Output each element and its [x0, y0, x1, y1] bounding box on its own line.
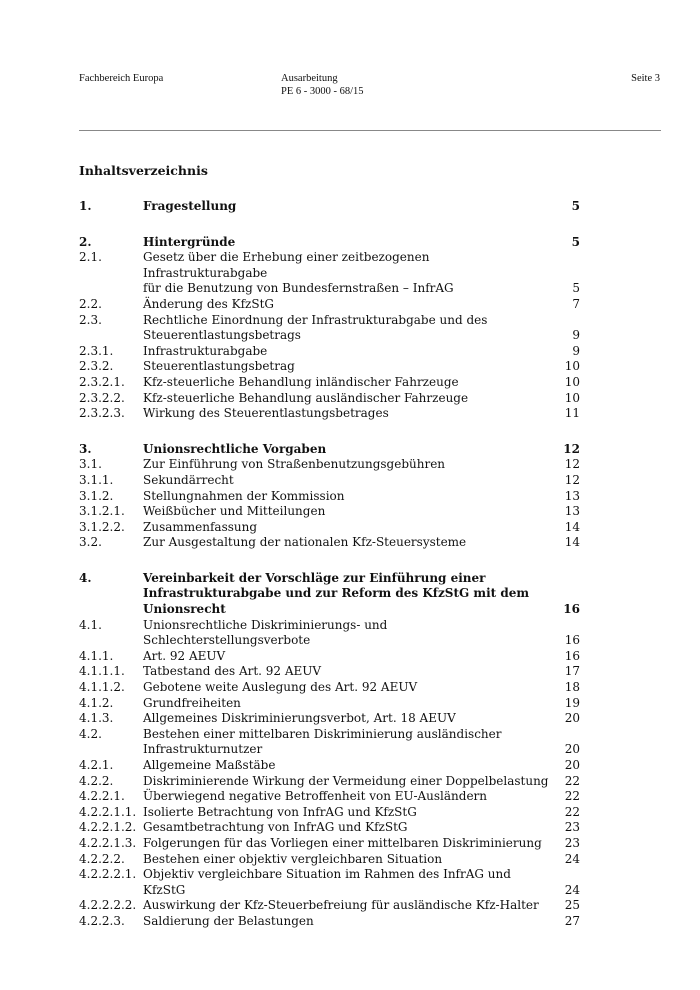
- toc-entry-number: 4.1.1.: [79, 648, 114, 663]
- toc-entry-title-line: Sekundärrecht: [143, 472, 234, 487]
- toc-entry[interactable]: [79, 504, 580, 520]
- toc-entry-title-line: Zur Ausgestaltung der nationalen Kfz-Steuersysteme: [143, 535, 467, 550]
- toc-entry-title: [143, 520, 550, 536]
- toc-entry-title-line: Unionsrechtliche Vorgaben: [143, 441, 327, 456]
- toc-entry[interactable]: [79, 774, 580, 790]
- header-doc-label: Ausarbeitung: [281, 73, 338, 84]
- table-of-contents: [79, 199, 580, 930]
- toc-entry-number: 4.2.2.1.2.: [79, 820, 137, 835]
- toc-entry-number: 4.2.2.2.1.: [79, 867, 137, 882]
- toc-entry-number: 4.: [79, 570, 92, 585]
- toc-entry-title-line: Kfz-steuerliche Behandlung inländischer Fahrzeuge: [143, 374, 459, 389]
- toc-entry[interactable]: [79, 914, 580, 930]
- toc-entry-page: 5: [571, 199, 580, 213]
- toc-entry[interactable]: [79, 406, 580, 422]
- toc-entry-title: [143, 235, 550, 251]
- toc-entry-title: [143, 199, 550, 215]
- toc-entry-number: 3.1.2.2.: [79, 519, 125, 534]
- toc-entry-number: 4.1.1.2.: [79, 680, 125, 695]
- toc-entry-page: 10: [564, 359, 580, 374]
- toc-entry-title-line: Steuerentlastungsbetrags: [143, 328, 301, 343]
- toc-entry-page: 13: [564, 504, 580, 519]
- toc-entry-page: 27: [564, 913, 580, 928]
- toc-entry[interactable]: [79, 297, 580, 313]
- toc-entry-title: [143, 359, 550, 375]
- toc-entry[interactable]: [79, 473, 580, 489]
- toc-entry-title: [143, 375, 550, 391]
- toc-entry-page: 22: [564, 804, 580, 819]
- toc-entry-title-line: Zur Einführung von Straßenbenutzungsgebühren: [143, 457, 446, 472]
- toc-entry-title: [143, 664, 550, 680]
- toc-entry-title-line: Kfz-steuerliche Behandlung ausländischer Fahrzeuge: [143, 390, 469, 405]
- toc-entry-title-line: Tatbestand des Art. 92 AEUV: [143, 664, 322, 679]
- toc-entry-title-line: Infrastrukturabgabe und zur Reform des KfzStG mit dem: [143, 586, 530, 601]
- toc-entry-number: 2.3.: [79, 312, 102, 327]
- toc-entry-title-line: Unionsrechtliche Diskriminierungs- und: [143, 617, 388, 632]
- toc-entry-number: 4.1.3.: [79, 711, 114, 726]
- toc-entry-title-line: Gesamtbetrachtung von InfrAG und KfzStG: [143, 820, 408, 835]
- toc-entry[interactable]: [79, 618, 580, 649]
- toc-entry-number: 4.2.2.2.2.: [79, 898, 137, 913]
- toc-entry[interactable]: [79, 571, 580, 618]
- toc-entry[interactable]: [79, 375, 580, 391]
- toc-entry-title: [143, 406, 550, 422]
- toc-entry-title-line: Gebotene weite Auslegung des Art. 92 AEUV: [143, 680, 418, 695]
- toc-entry-title: [143, 344, 550, 360]
- toc-entry-number: 2.: [79, 234, 92, 249]
- toc-entry-title: [143, 442, 550, 458]
- toc-entry-title-line: Infrastrukturabgabe: [143, 343, 268, 358]
- toc-entry-page: 11: [564, 406, 580, 421]
- toc-entry-title: [143, 391, 550, 407]
- toc-entry-number: 3.1.: [79, 457, 102, 472]
- toc-entry[interactable]: [79, 805, 580, 821]
- toc-entry-title: [143, 898, 550, 914]
- toc-entry-title: [143, 727, 550, 758]
- toc-entry[interactable]: [79, 852, 580, 868]
- toc-entry-title: [143, 457, 550, 473]
- toc-entry-title-line: Folgerungen für das Vorliegen einer mittelbaren Diskriminierung: [143, 835, 542, 850]
- toc-entry-page: 20: [564, 758, 580, 772]
- toc-entry-number: 4.1.2.: [79, 695, 114, 710]
- toc-entry-number: 3.2.: [79, 535, 102, 550]
- toc-entry-number: 4.2.2.1.1.: [79, 804, 137, 819]
- toc-entry-number: 2.3.2.2.: [79, 390, 125, 405]
- toc-entry-title-line: Änderung des KfzStG: [143, 296, 274, 311]
- toc-entry-number: 3.1.2.1.: [79, 504, 125, 519]
- toc-entry-title-line: Steuerentlastungsbetrag: [143, 359, 295, 374]
- toc-entry-title: [143, 852, 550, 868]
- toc-entry-title-line: Objektiv vergleichbare Situation im Rahmen des InfrAG und: [143, 867, 511, 882]
- toc-entry-page: 25: [564, 898, 580, 913]
- toc-entry-title-line: Infrastrukturnutzer: [143, 742, 263, 757]
- toc-entry-title-line: Hintergründe: [143, 234, 236, 249]
- toc-title: Inhaltsverzeichnis: [79, 163, 208, 178]
- toc-entry-number: 4.2.2.1.: [79, 789, 125, 804]
- toc-entry-page: 7: [572, 296, 580, 311]
- toc-entry-title: [143, 618, 550, 649]
- toc-entry-title: [143, 914, 550, 930]
- toc-entry-number: 2.2.: [79, 296, 102, 311]
- toc-entry[interactable]: [79, 758, 580, 774]
- toc-entry-title: [143, 696, 550, 712]
- toc-entry-page: 9: [572, 328, 580, 343]
- toc-entry-title: [143, 711, 550, 727]
- toc-entry-title-line: Schlechterstellungsverbote: [143, 633, 311, 648]
- toc-entry[interactable]: [79, 867, 580, 898]
- toc-entry[interactable]: [79, 535, 580, 551]
- toc-entry-title-line: Weißbücher und Mitteilungen: [143, 504, 326, 519]
- toc-entry-title-line: Vereinbarkeit der Vorschläge zur Einführung einer: [143, 570, 486, 585]
- toc-entry-title-line: Gesetz über die Erhebung einer zeitbezogenen Infrastrukturabgabe: [143, 250, 430, 280]
- toc-entry-page: 24: [564, 851, 580, 866]
- toc-entry-page: 12: [563, 441, 580, 456]
- toc-entry[interactable]: [79, 457, 580, 473]
- toc-entry[interactable]: [79, 489, 580, 505]
- toc-entry-page: 19: [564, 695, 580, 710]
- toc-entry-title-line: Art. 92 AEUV: [143, 648, 226, 663]
- toc-entry[interactable]: [79, 442, 580, 458]
- toc-entry-title-line: Auswirkung der Kfz-Steuerbefreiung für ausländische Kfz-Halter: [143, 898, 539, 913]
- toc-entry-title: [143, 774, 550, 790]
- toc-entry-title-line: Bestehen einer mittelbaren Diskriminierung ausländischer: [143, 726, 502, 741]
- toc-entry-title-line: Grundfreiheiten: [143, 695, 241, 710]
- toc-entry-page: 20: [564, 742, 580, 757]
- header-department: Fachbereich Europa: [79, 73, 164, 84]
- toc-entry-title-line: Stellungnahmen der Kommission: [143, 488, 345, 503]
- toc-entry-title-line: Fragestellung: [143, 199, 237, 213]
- toc-entry-page: 12: [564, 472, 580, 487]
- toc-entry[interactable]: [79, 820, 580, 836]
- toc-entry[interactable]: [79, 727, 580, 758]
- toc-entry-number: 4.2.1.: [79, 758, 114, 772]
- toc-entry-number: 3.: [79, 441, 92, 456]
- toc-entry-title: [143, 789, 550, 805]
- toc-entry-title: [143, 680, 550, 696]
- toc-entry-number: 4.2.2.: [79, 773, 114, 788]
- toc-entry-title: [143, 489, 550, 505]
- toc-entry-page: 14: [564, 519, 580, 534]
- toc-entry[interactable]: [79, 680, 580, 696]
- toc-entry[interactable]: [79, 789, 580, 805]
- toc-entry[interactable]: [79, 359, 580, 375]
- toc-entry[interactable]: [79, 898, 580, 914]
- toc-entry-page: 10: [564, 374, 580, 389]
- toc-entry-number: 4.1.: [79, 617, 102, 632]
- toc-entry-title-line: Allgemeine Maßstäbe: [143, 758, 276, 772]
- toc-entry-number: 3.1.2.: [79, 488, 114, 503]
- toc-entry-page: 18: [564, 680, 580, 695]
- toc-entry[interactable]: [79, 344, 580, 360]
- toc-entry-number: 1.: [79, 199, 92, 213]
- toc-entry[interactable]: [79, 250, 580, 297]
- toc-entry-page: 17: [564, 664, 580, 679]
- toc-entry-title-line: Allgemeines Diskriminierungsverbot, Art. 18 AEUV: [143, 711, 456, 726]
- toc-entry-title: [143, 836, 550, 852]
- toc-entry-page: 13: [564, 488, 580, 503]
- toc-entry-number: 4.2.: [79, 726, 102, 741]
- toc-entry-page: 14: [564, 535, 580, 550]
- toc-entry-page: 10: [564, 390, 580, 405]
- toc-entry-page: 22: [564, 773, 580, 788]
- toc-entry-title: [143, 250, 550, 297]
- toc-entry-title: [143, 820, 550, 836]
- toc-entry-page: 16: [564, 648, 580, 663]
- toc-entry-title-line: für die Benutzung von Bundesfernstraßen – InfrAG: [143, 281, 454, 296]
- toc-entry-number: 2.1.: [79, 250, 102, 265]
- toc-entry[interactable]: [79, 836, 580, 852]
- toc-entry-title-line: Rechtliche Einordnung der Infrastrukturabgabe und des: [143, 312, 488, 327]
- toc-entry-title-line: KfzStG: [143, 882, 186, 897]
- toc-entry-page: 20: [564, 711, 580, 726]
- toc-entry-number: 2.3.2.1.: [79, 374, 125, 389]
- toc-entry-page: 16: [564, 633, 580, 648]
- toc-entry-title-line: Unionsrecht: [143, 602, 226, 617]
- toc-entry[interactable]: [79, 313, 580, 344]
- toc-entry[interactable]: [79, 199, 580, 215]
- toc-entry-page: 23: [564, 835, 580, 850]
- toc-entry-title: [143, 805, 550, 821]
- toc-entry-title-line: Diskriminierende Wirkung der Vermeidung einer Doppelbelastung: [143, 773, 549, 788]
- toc-entry-title: [143, 473, 550, 489]
- toc-entry-page: 5: [571, 234, 580, 249]
- toc-entry-title: [143, 571, 550, 618]
- header-document-type: [281, 72, 364, 98]
- toc-entry-title-line: Bestehen einer objektiv vergleichbaren Situation: [143, 851, 443, 866]
- toc-entry-number: 2.3.2.3.: [79, 406, 125, 421]
- toc-entry[interactable]: [79, 235, 580, 251]
- toc-entry-title-line: Wirkung des Steuerentlastungsbetrages: [143, 406, 389, 421]
- header-divider: [79, 130, 661, 131]
- toc-entry-page: 12: [564, 457, 580, 472]
- toc-entry-number: 3.1.1.: [79, 472, 114, 487]
- toc-entry-title: [143, 313, 550, 344]
- header-doc-reference: PE 6 - 3000 - 68/15: [281, 86, 364, 97]
- toc-entry-title-line: Zusammenfassung: [143, 519, 258, 534]
- toc-entry-page: 23: [564, 820, 580, 835]
- toc-entry-number: 2.3.1.: [79, 343, 114, 358]
- toc-entry-title-line: Isolierte Betrachtung von InfrAG und KfzStG: [143, 804, 417, 819]
- toc-entry[interactable]: [79, 520, 580, 536]
- toc-entry-number: 4.1.1.1.: [79, 664, 125, 679]
- toc-entry-page: 16: [563, 602, 580, 617]
- toc-entry[interactable]: [79, 696, 580, 712]
- toc-entry-title: [143, 758, 550, 774]
- toc-entry[interactable]: [79, 649, 580, 665]
- toc-entry-title-line: Überwiegend negative Betroffenheit von EU-Ausländern: [143, 789, 488, 804]
- toc-entry-title-line: Saldierung der Belastungen: [143, 913, 314, 928]
- toc-entry-number: 2.3.2.: [79, 359, 114, 374]
- toc-entry-page: 5: [572, 281, 580, 296]
- toc-entry-number: 4.2.2.2.: [79, 851, 125, 866]
- toc-entry-page: 24: [564, 882, 580, 897]
- toc-entry-title: [143, 504, 550, 520]
- toc-entry-page: 9: [572, 343, 580, 358]
- header-page-number: Seite 3: [631, 73, 660, 84]
- toc-entry[interactable]: [79, 391, 580, 407]
- toc-entry-title: [143, 867, 550, 898]
- toc-entry-title: [143, 649, 550, 665]
- toc-entry-number: 4.2.2.3.: [79, 913, 125, 928]
- toc-entry[interactable]: [79, 664, 580, 680]
- toc-entry-page: 22: [564, 789, 580, 804]
- toc-entry-title: [143, 535, 550, 551]
- toc-entry-title: [143, 297, 550, 313]
- toc-entry-number: 4.2.2.1.3.: [79, 835, 137, 850]
- toc-entry[interactable]: [79, 711, 580, 727]
